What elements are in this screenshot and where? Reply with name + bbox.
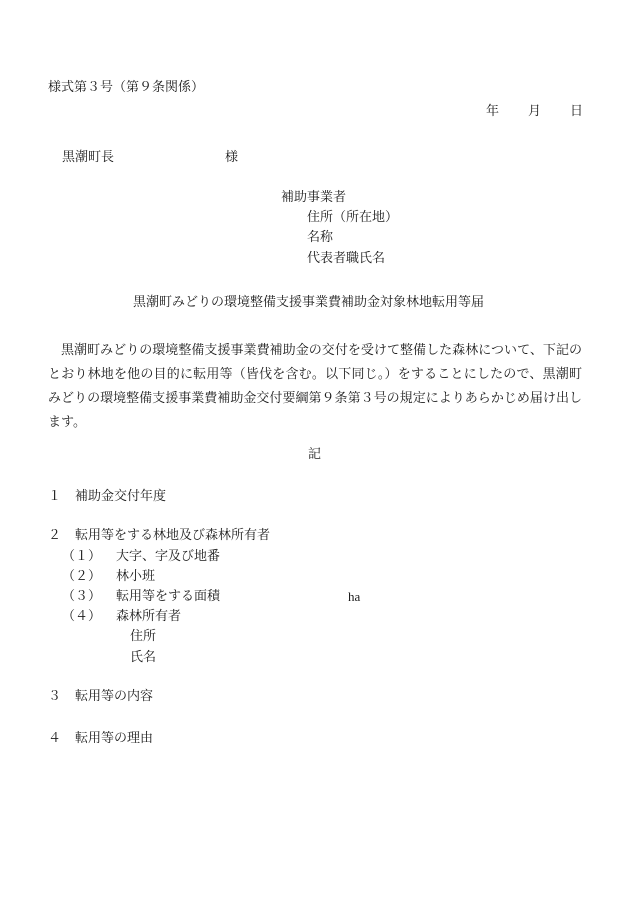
applicant-representative-label: 代表者職氏名 <box>307 251 386 266</box>
date-day-label: 日 <box>570 104 584 119</box>
item-3-number: ３ <box>48 689 62 704</box>
addressee-honorific: 様 <box>225 150 239 165</box>
item-2-sub-1-label: 大字、字及び地番 <box>116 549 221 564</box>
item-4-number: ４ <box>48 731 62 746</box>
date-month-label: 月 <box>528 104 542 119</box>
owner-name-label: 氏名 <box>130 650 157 665</box>
item-2-sub-3-number: （３） <box>62 589 102 604</box>
item-1-label: 補助金交付年度 <box>75 489 167 504</box>
owner-address-label: 住所 <box>130 629 157 644</box>
item-2-sub-3-label: 転用等をする面積 <box>116 589 221 604</box>
form-number: 様式第３号（第９条関係） <box>48 80 205 95</box>
applicant-address-label: 住所（所在地） <box>307 210 399 225</box>
item-2-sub-2-label: 林小班 <box>116 569 156 584</box>
item-2-sub-4-number: （４） <box>62 609 102 624</box>
item-4-label: 転用等の理由 <box>75 731 154 746</box>
area-unit: ha <box>348 589 361 604</box>
date-year-label: 年 <box>486 104 500 119</box>
body-paragraph: 黒潮町みどりの環境整備支援事業費補助金の交付を受けて整備した森林について、下記のとおり林地を他の目的に転用等（皆伐を含む。以下同じ。）をすることにしたので、黒潮町みどりの環境整備支援事業費補助金交付要綱第９条第３号の規定によりあらかじめ届け出します。 <box>48 343 582 430</box>
item-2-sub-2-number: （２） <box>62 569 102 584</box>
item-1-number: １ <box>48 489 62 504</box>
item-3-label: 転用等の内容 <box>75 689 154 704</box>
applicant-name-label: 名称 <box>307 230 334 245</box>
applicant-heading: 補助事業者 <box>281 190 347 205</box>
document-title: 黒潮町みどりの環境整備支援事業費補助金対象林地転用等届 <box>133 295 485 310</box>
item-2-sub-1-number: （１） <box>62 549 102 564</box>
item-2-number: ２ <box>48 528 62 543</box>
addressee-name: 黒潮町長 <box>62 150 115 165</box>
item-2-label: 転用等をする林地及び森林所有者 <box>75 528 271 543</box>
item-2-sub-4-label: 森林所有者 <box>116 609 182 624</box>
ki-heading: 記 <box>308 447 322 462</box>
